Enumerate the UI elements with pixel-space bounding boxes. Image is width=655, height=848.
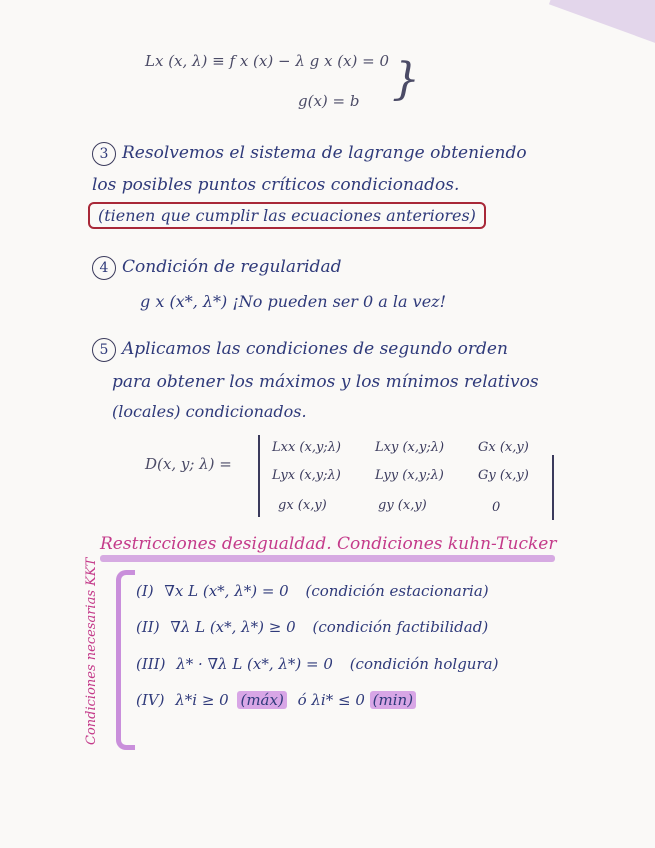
step5-line3: (locales) condicionados.	[112, 402, 307, 421]
kkt-heading: Restricciones desigualdad. Condiciones kuhn-Tucker	[100, 534, 557, 554]
step3-line2: los posibles puntos críticos condicionados.	[92, 175, 460, 195]
corner-decoration	[549, 0, 655, 52]
matrix-cell: gx (x,y)	[278, 498, 327, 513]
matrix-cell: gy (x,y)	[378, 498, 427, 513]
matrix-right-bar	[552, 455, 554, 520]
matrix-cell: Lxy (x,y;λ)	[375, 440, 445, 455]
matrix-cell: Lyx (x,y;λ)	[272, 468, 341, 483]
curly-brace: }	[392, 54, 420, 105]
matrix-cell: Lxx (x,y;λ)	[272, 440, 341, 455]
kkt-item-4-middle: ó λi* ≤ 0	[297, 691, 365, 709]
matrix-left-bar	[258, 435, 260, 517]
matrix-cell: Gy (x,y)	[478, 468, 529, 483]
step4-title-line	[92, 256, 341, 280]
step3-boxed-note: (tienen que cumplir las ecuaciones anteriores)	[88, 202, 486, 229]
step4-number: 4	[92, 256, 116, 280]
kkt-item-1	[136, 582, 489, 600]
step4-detail: g x (x*, λ*) ¡No pueden ser 0 a la vez!	[140, 292, 447, 311]
kkt-item-1-numeral: (I)	[136, 582, 154, 600]
matrix-cell: 0	[492, 500, 501, 515]
step5-text1: Aplicamos las condiciones de segundo orden	[122, 339, 508, 359]
lagrange-equation-1: Lx (x, λ) ≡ f x (x) − λ g x (x) = 0	[145, 52, 389, 70]
kkt-item-2-note: (condición factibilidad)	[312, 618, 489, 636]
step5-line1	[92, 338, 508, 362]
kkt-side-label: Condiciones necesarias KKT	[84, 557, 99, 745]
step4-title: Condición de regularidad	[122, 257, 342, 277]
kkt-item-2	[136, 618, 488, 636]
kkt-item-3-formula: λ* · ∇λ L (x*, λ*) = 0	[176, 655, 333, 673]
heading-highlight	[100, 555, 555, 562]
kkt-item-3	[136, 655, 498, 673]
step3-number: 3	[92, 142, 116, 166]
matrix-cell: Lyy (x,y;λ)	[375, 468, 444, 483]
kkt-bracket	[116, 570, 135, 750]
kkt-item-2-numeral: (II)	[136, 618, 160, 636]
kkt-item-4-formula: λ*i ≥ 0	[175, 691, 229, 709]
kkt-item-4-min-highlight: (min)	[370, 691, 416, 709]
kkt-item-4-max-highlight: (máx)	[237, 691, 286, 709]
matrix-cell: Gx (x,y)	[478, 440, 529, 455]
lagrange-equation-2: g(x) = b	[298, 92, 360, 110]
step3-line1	[92, 142, 527, 166]
kkt-item-4	[136, 691, 416, 709]
kkt-item-4-numeral: (IV)	[136, 691, 165, 709]
kkt-item-3-numeral: (III)	[136, 655, 166, 673]
kkt-item-2-formula: ∇λ L (x*, λ*) ≥ 0	[170, 618, 296, 636]
matrix-label: D(x, y; λ) =	[145, 455, 232, 473]
kkt-item-3-note: (condición holgura)	[349, 655, 499, 673]
step3-text1: Resolvemos el sistema de lagrange obteniendo	[122, 143, 527, 163]
step5-number: 5	[92, 338, 116, 362]
kkt-item-1-formula: ∇x L (x*, λ*) = 0	[164, 582, 289, 600]
step5-line2: para obtener los máximos y los mínimos relativos	[112, 372, 539, 392]
kkt-item-1-note: (condición estacionaria)	[305, 582, 489, 600]
